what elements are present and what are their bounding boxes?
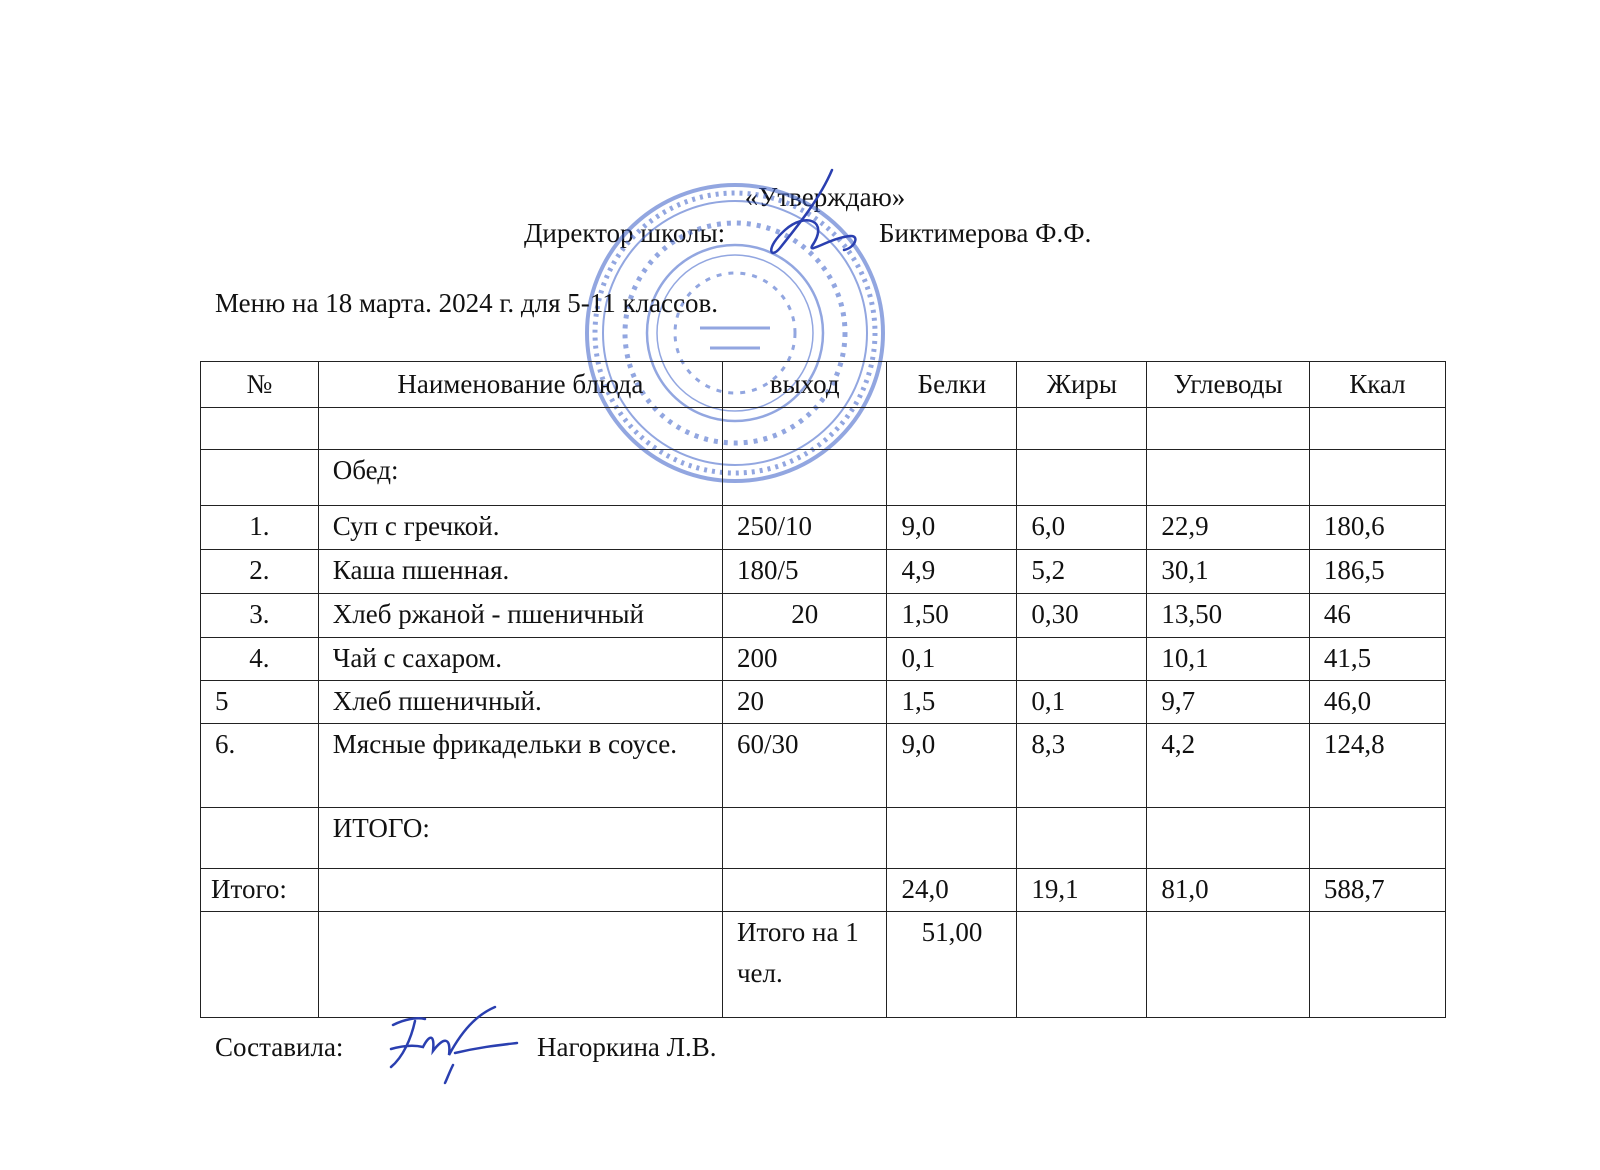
cell-kcal: 186,5 <box>1309 550 1445 594</box>
cell-dish: Чай с сахаром. <box>318 638 722 681</box>
table-row <box>201 594 1446 638</box>
table-row-per-person <box>201 912 1446 1018</box>
cell-num: 5 <box>201 681 319 724</box>
composed-name: Нагоркина Л.В. <box>537 1032 717 1062</box>
col-header-num: № <box>201 362 319 408</box>
composed-line <box>215 1032 717 1063</box>
col-header-carbs: Углеводы <box>1147 362 1309 408</box>
cell-dish: Суп с гречкой. <box>318 506 722 550</box>
cell-num: 3. <box>201 594 319 638</box>
total-carbs: 81,0 <box>1147 869 1309 912</box>
cell-carbs: 4,2 <box>1147 724 1309 808</box>
col-header-dish: Наименование блюда <box>318 362 722 408</box>
cell-dish: Хлеб пшеничный. <box>318 681 722 724</box>
menu-title: Меню на 18 марта. 2024 г. для 5-11 классов. <box>215 288 719 318</box>
cell-protein: 4,9 <box>887 550 1017 594</box>
cell-carbs: 13,50 <box>1147 594 1309 638</box>
director-label: Директор школы: <box>524 218 726 248</box>
table-row-section <box>201 450 1446 506</box>
cell-fat: 5,2 <box>1017 550 1147 594</box>
cell-kcal: 124,8 <box>1309 724 1445 808</box>
menu-table <box>200 361 1446 1018</box>
cell-dish: Хлеб ржаной - пшеничный <box>318 594 722 638</box>
cell-kcal: 180,6 <box>1309 506 1445 550</box>
cell-carbs: 22,9 <box>1147 506 1309 550</box>
table-row <box>201 681 1446 724</box>
director-signature-icon <box>760 168 880 268</box>
itogo-label: ИТОГО: <box>318 808 722 869</box>
cell-kcal: 41,5 <box>1309 638 1445 681</box>
table-row-empty <box>201 408 1446 450</box>
cell-output: 250/10 <box>722 506 887 550</box>
cell-carbs: 9,7 <box>1147 681 1309 724</box>
table-row-total <box>201 869 1446 912</box>
cell-num: 1. <box>201 506 319 550</box>
cell-carbs: 30,1 <box>1147 550 1309 594</box>
cell-protein: 1,5 <box>887 681 1017 724</box>
cell-protein: 1,50 <box>887 594 1017 638</box>
cell-dish: Мясные фрикадельки в соусе. <box>318 724 722 808</box>
cell-num: 4. <box>201 638 319 681</box>
cell-fat: 0,1 <box>1017 681 1147 724</box>
col-header-kcal: Ккал <box>1309 362 1445 408</box>
total-protein: 24,0 <box>887 869 1017 912</box>
cell-fat: 0,30 <box>1017 594 1147 638</box>
total-fat: 19,1 <box>1017 869 1147 912</box>
cell-protein: 9,0 <box>887 506 1017 550</box>
table-row <box>201 638 1446 681</box>
cell-fat: 6,0 <box>1017 506 1147 550</box>
cell-output: 180/5 <box>722 550 887 594</box>
table-row <box>201 550 1446 594</box>
col-header-protein: Белки <box>887 362 1017 408</box>
approve-heading: «Утверждаю» <box>744 182 906 212</box>
composed-label: Составила: <box>215 1032 344 1062</box>
section-label: Обед: <box>318 450 722 506</box>
table-row-itogo <box>201 808 1446 869</box>
table-header-row <box>201 362 1446 408</box>
director-name: Биктимерова Ф.Ф. <box>879 218 1092 248</box>
table-row <box>201 724 1446 808</box>
cell-fat: 8,3 <box>1017 724 1147 808</box>
total-label: Итого: <box>201 869 319 912</box>
cell-output: 60/30 <box>722 724 887 808</box>
cell-kcal: 46 <box>1309 594 1445 638</box>
cell-dish: Каша пшенная. <box>318 550 722 594</box>
cell-num: 2. <box>201 550 319 594</box>
cell-carbs: 10,1 <box>1147 638 1309 681</box>
cell-output: 200 <box>722 638 887 681</box>
per-person-label: Итого на 1 чел. <box>722 912 887 1018</box>
col-header-output: выход <box>722 362 887 408</box>
col-header-fat: Жиры <box>1017 362 1147 408</box>
cell-output: 20 <box>722 681 887 724</box>
per-person-value: 51,00 <box>887 912 1017 1018</box>
table-row <box>201 506 1446 550</box>
cell-kcal: 46,0 <box>1309 681 1445 724</box>
cell-num: 6. <box>201 724 319 808</box>
total-kcal: 588,7 <box>1309 869 1445 912</box>
composer-signature-icon <box>385 1005 520 1085</box>
cell-fat <box>1017 638 1147 681</box>
cell-output: 20 <box>722 594 887 638</box>
cell-protein: 0,1 <box>887 638 1017 681</box>
cell-protein: 9,0 <box>887 724 1017 808</box>
